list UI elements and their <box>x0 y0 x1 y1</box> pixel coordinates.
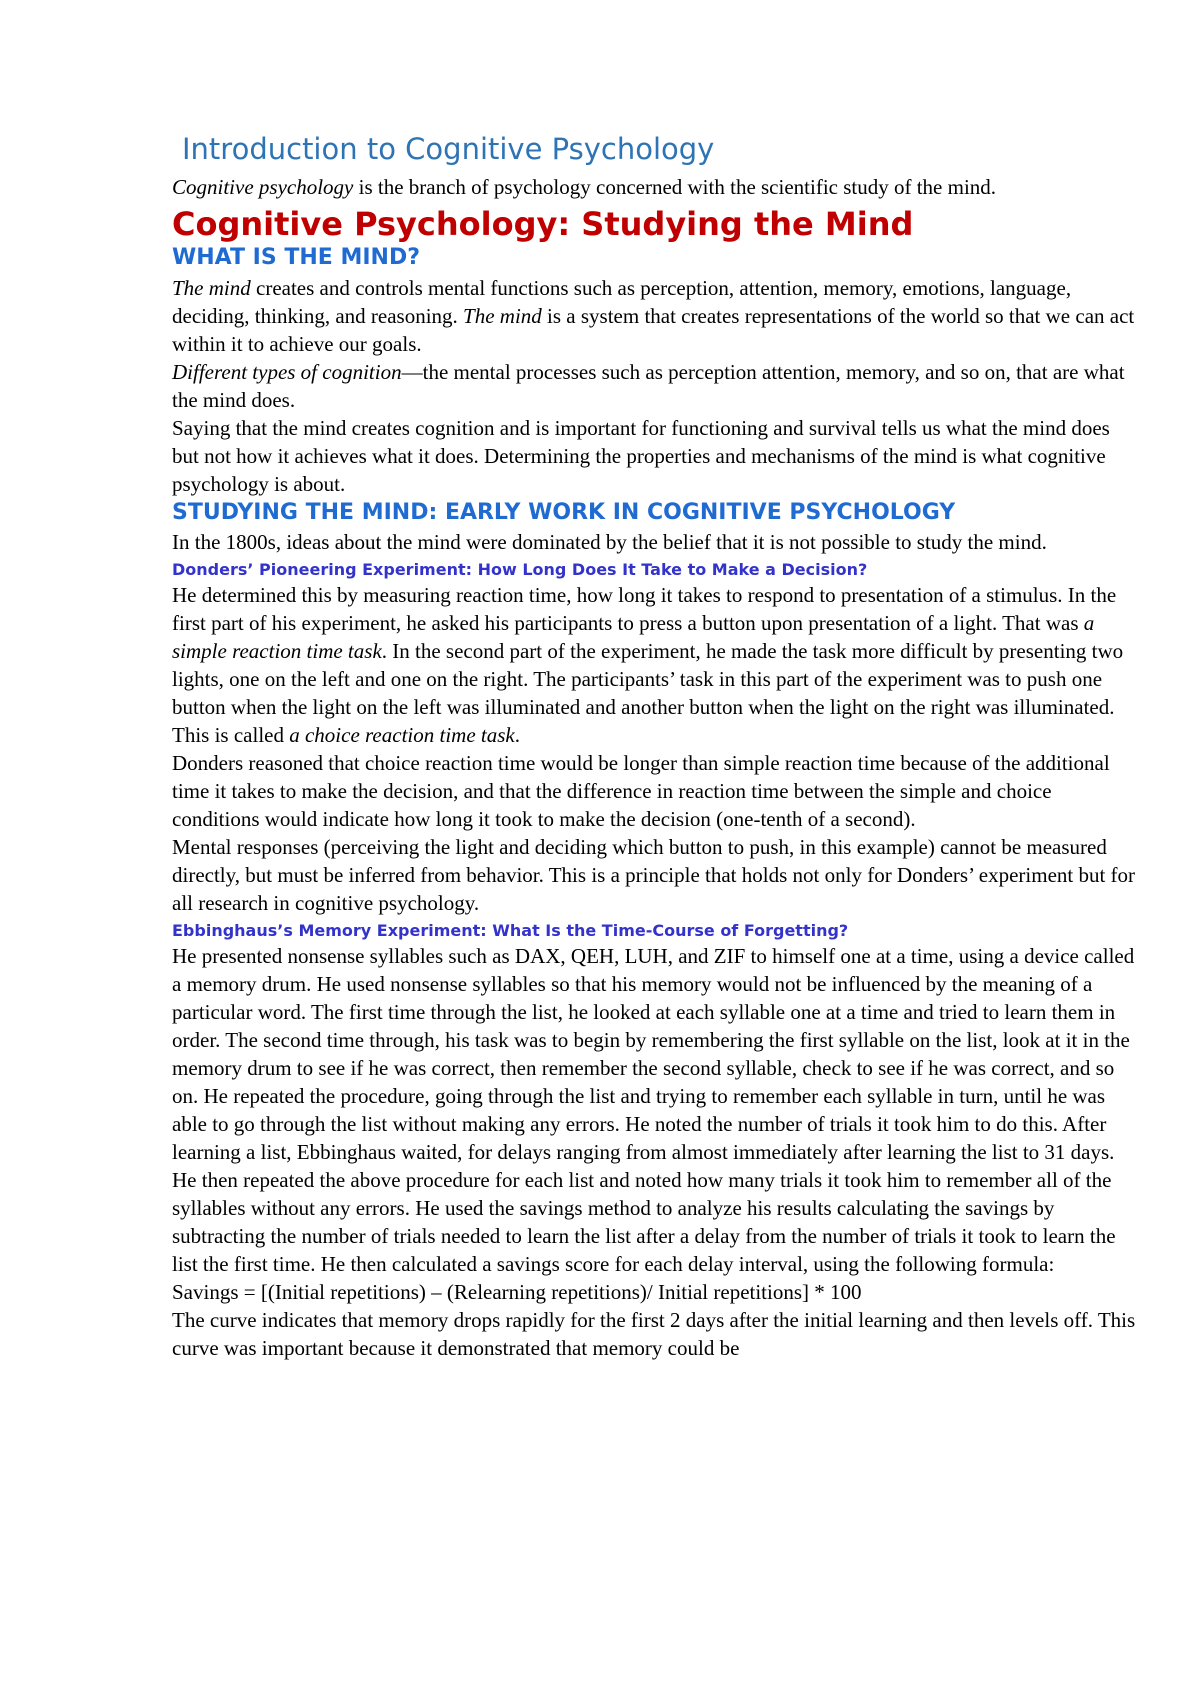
early-paragraph: In the 1800s, ideas about the mind were dominated by the belief that it is not possible to study the mind. <box>172 529 1047 554</box>
document-title: Introduction to Cognitive Psychology <box>182 132 715 166</box>
mind-text-2: is a system that creates representations of the world so that we can act within it to achieve our goals. <box>172 303 1135 356</box>
mind-paragraph-3: Saying that the mind creates cognition and is important for functioning and survival tells us what the mind does but not how it achieves what it does. Determining the properties and mechanisms of the mind is what cognitive psychology is about. <box>172 415 1110 496</box>
main-heading: Cognitive Psychology: Studying the Mind <box>172 204 914 243</box>
mind-text-1: creates and controls mental functions such as perception, attention, memory, emotions, language, deciding, thinking, and reasoning. <box>172 275 1072 328</box>
ebbinghaus-heading: Ebbinghaus’s Memory Experiment: What Is the Time-Course of Forgetting? <box>172 920 849 940</box>
intro-paragraph <box>172 173 1140 201</box>
what-is-mind-heading: WHAT IS THE MIND? <box>172 245 420 271</box>
intro-term: Cognitive psychology <box>172 174 354 199</box>
cognition-text: —the mental processes such as perception attention, memory, and so on, that are what the mind does. <box>172 359 1125 412</box>
mind-paragraph-2 <box>172 358 1140 414</box>
cognition-term: Different types of cognition <box>172 359 402 384</box>
mind-paragraph-1 <box>172 274 1140 358</box>
choice-task-term: a choice reaction time task <box>289 722 515 747</box>
early-work-heading: STUDYING THE MIND: EARLY WORK IN COGNITIVE PSYCHOLOGY <box>172 499 956 525</box>
mind-term-2: The mind <box>463 303 542 328</box>
ebbinghaus-paragraph-1: He presented nonsense syllables such as DAX, QEH, LUH, and ZIF to himself one at a time, using a device called a memory drum. He used nonsense syllables so that his memory would not be influenced by the meaning of a particular word. The first time through the list, he looked at each syllable one at a time and tried to learn them in order. The second time through, his task was to begin by remembering the first syllable on the list, look at it in the memory drum to see if he was correct, then remember the second syllable, check to see if he was correct, and so on. He repeated the procedure, going through the list and trying to remember each syllable in turn, until he was able to go through the list without making any errors. He noted the number of trials it took him to do this. After learning a list, Ebbinghaus waited, for delays ranging from almost immediately after learning the list to 31 days. He then repeated the above procedure for each list and noted how many trials it took him to remember all of the syllables without any errors. He used the savings method to analyze his results calculating the savings by subtracting the number of trials needed to learn the list after a delay from the number of trials it took to learn the list the first time. He then calculated a savings score for each delay interval, using the following formula: <box>172 943 1135 1276</box>
intro-text: is the branch of psychology concerned with the scientific study of the mind. <box>353 174 997 199</box>
simple-task-term: a simple reaction time task <box>172 610 1095 663</box>
donders-text-1: He determined this by measuring reaction time, how long it takes to respond to presentation of a stimulus. In the first part of his experiment, he asked his participants to press a button upon presentation of a light. That was <box>172 582 1117 635</box>
donders-text-2: . In the second part of the experiment, he made the task more difficult by presenting two lights, one on the left and one on the right. The participants’ task in this part of the experiment was to push one button when the light on the left was illuminated and another button when the light on the right was illuminated. This is called <box>172 638 1124 747</box>
donders-paragraph-3: Mental responses (perceiving the light and deciding which button to push, in this example) cannot be measured directly, but must be inferred from behavior. This is a principle that holds not only for Donders’ experiment but for all research in cognitive psychology. <box>172 834 1136 915</box>
donders-text-3: . <box>514 722 520 747</box>
donders-paragraph-1 <box>172 581 1140 749</box>
ebbinghaus-paragraph-2: The curve indicates that memory drops rapidly for the first 2 days after the initial learning and then levels off. This curve was important because it demonstrated that memory could be <box>172 1307 1136 1360</box>
donders-paragraph-2: Donders reasoned that choice reaction time would be longer than simple reaction time because of the additional time it takes to make the decision, and that the difference in reaction time between the simple and choice conditions would indicate how long it took to make the decision (one-tenth of a second). <box>172 750 1110 831</box>
donders-heading: Donders’ Pioneering Experiment: How Long Does It Take to Make a Decision? <box>172 559 868 579</box>
savings-formula: Savings = [(Initial repetitions) – (Relearning repetitions)/ Initial repetitions] * 100 <box>172 1279 862 1304</box>
mind-term-1: The mind <box>172 275 251 300</box>
